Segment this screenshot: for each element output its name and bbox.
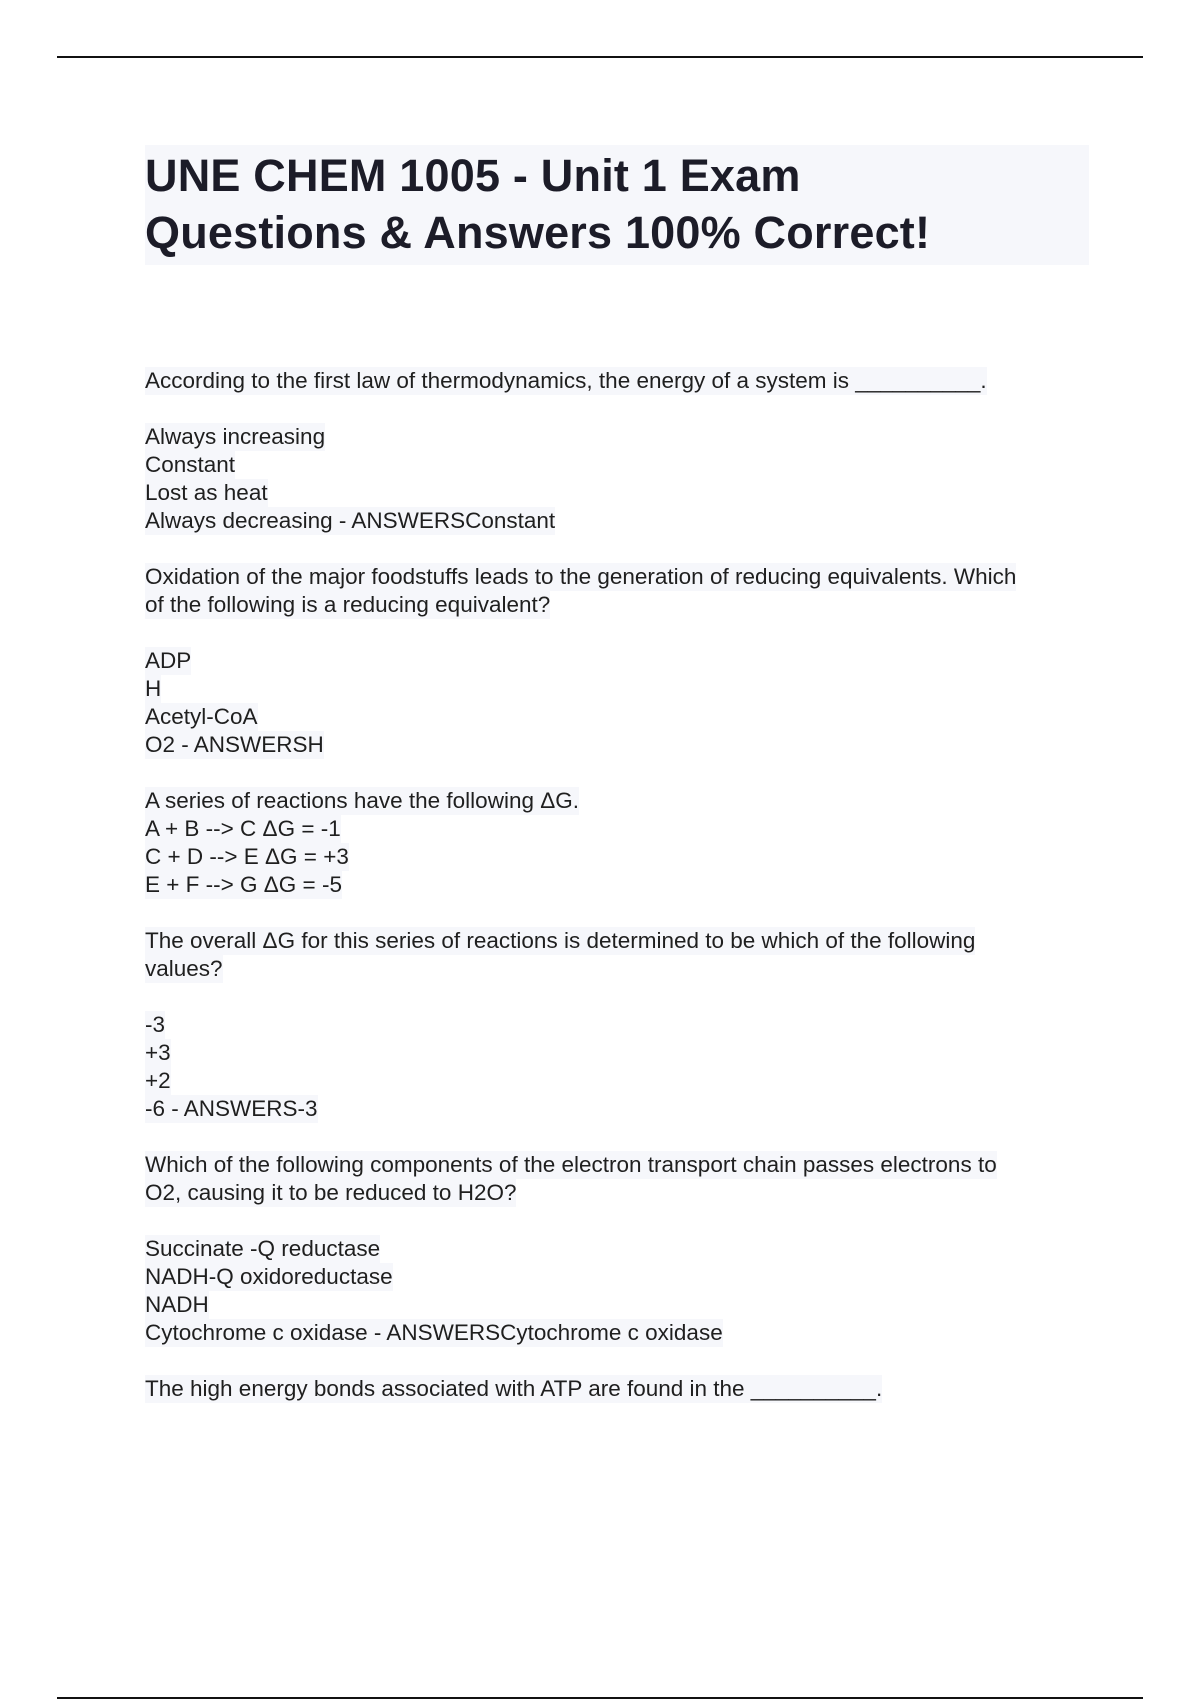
title-line-1: UNE CHEM 1005 - Unit 1 Exam — [145, 150, 801, 201]
option-answer-text: O2 - ANSWERSH — [145, 732, 324, 757]
answer-options — [145, 423, 1089, 535]
option-text: Lost as heat — [145, 480, 268, 505]
option-text: +2 — [145, 1068, 171, 1093]
answer-options — [145, 1235, 1089, 1347]
question-text: Which of the following components of the electron transport chain passes electrons to — [145, 1152, 997, 1177]
option-text: Succinate -Q reductase — [145, 1236, 381, 1261]
question-text: Oxidation of the major foodstuffs leads to the generation of reducing equivalents. Which — [145, 564, 1017, 589]
question-block — [145, 787, 1089, 899]
title-line-2: Questions & Answers 100% Correct! — [145, 207, 931, 258]
reaction-line: C + D --> E ΔG = +3 — [145, 844, 349, 869]
reaction-line: A + B --> C ΔG = -1 — [145, 816, 341, 841]
question-block — [145, 927, 1089, 983]
reaction-line: E + F --> G ΔG = -5 — [145, 872, 342, 897]
question-block — [145, 367, 1089, 395]
option-answer-text: Cytochrome c oxidase - ANSWERSCytochrome c oxidase — [145, 1320, 723, 1345]
option-text: NADH-Q oxidoreductase — [145, 1264, 393, 1289]
answer-options — [145, 1011, 1089, 1123]
document-body — [145, 367, 1089, 1403]
option-text: -3 — [145, 1012, 166, 1037]
question-text: O2, causing it to be reduced to H2O? — [145, 1180, 517, 1205]
option-text: NADH — [145, 1292, 209, 1317]
option-text: Constant — [145, 452, 236, 477]
top-divider — [57, 56, 1143, 58]
question-block — [145, 1375, 1089, 1403]
bottom-divider — [57, 1697, 1143, 1699]
option-answer-text: -6 - ANSWERS-3 — [145, 1096, 318, 1121]
option-text: Acetyl-CoA — [145, 704, 258, 729]
option-text: H — [145, 676, 162, 701]
document-title — [145, 145, 1089, 265]
option-text: +3 — [145, 1040, 171, 1065]
question-text: values? — [145, 956, 223, 981]
question-text: of the following is a reducing equivalent? — [145, 592, 551, 617]
answer-options — [145, 647, 1089, 759]
option-text: ADP — [145, 648, 192, 673]
question-block — [145, 563, 1089, 619]
question-text: The overall ΔG for this series of reactions is determined to be which of the following — [145, 928, 976, 953]
question-text: The high energy bonds associated with ATP are found in the __________. — [145, 1376, 883, 1401]
option-text: Always increasing — [145, 424, 326, 449]
question-text: A series of reactions have the following ΔG. — [145, 788, 580, 813]
question-text: According to the first law of thermodynamics, the energy of a system is __________. — [145, 368, 987, 393]
question-block — [145, 1151, 1089, 1207]
option-answer-text: Always decreasing - ANSWERSConstant — [145, 508, 556, 533]
